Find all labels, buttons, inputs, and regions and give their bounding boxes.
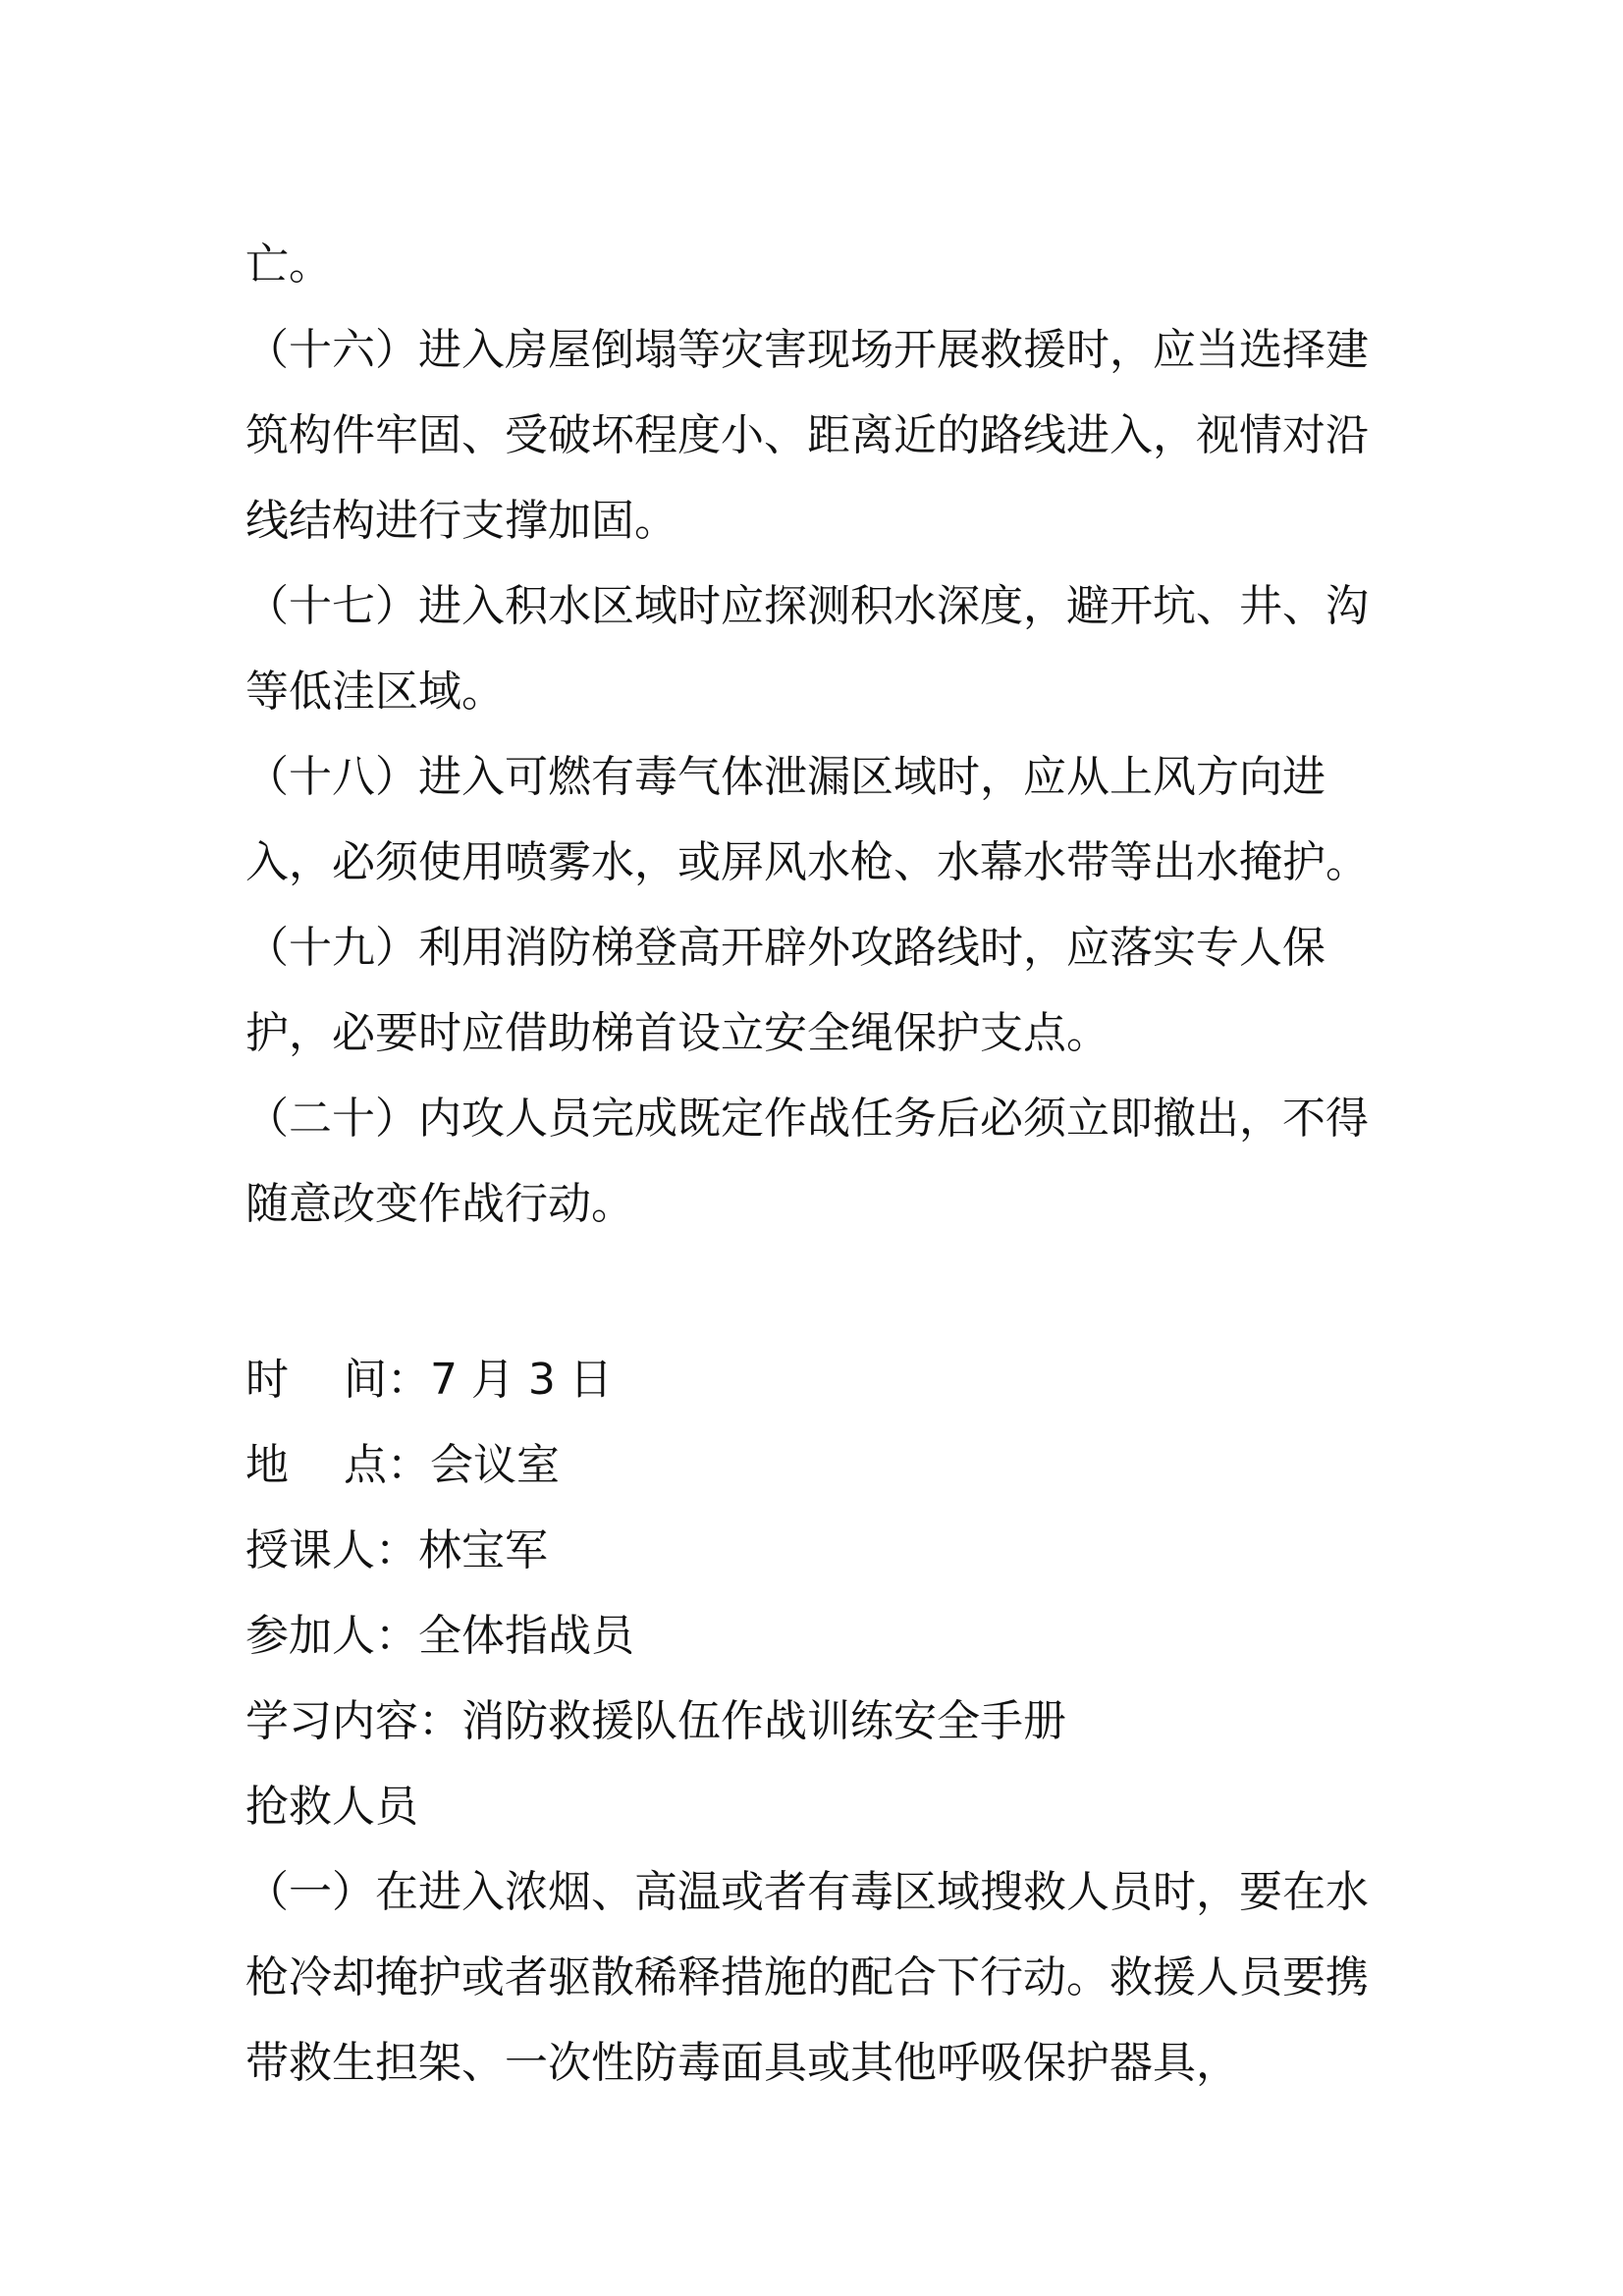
paragraph-item-20: （二十）内攻人员完成既定作战任务后必须立即撤出，不得随意改变作战行动。 [245, 1094, 1369, 1229]
meta-place-row [245, 1422, 1394, 1508]
paragraph-item-19: （十九）利用消防梯登高开辟外攻路线时，应落实专人保护，必要时应借助梯首设立安全绳保护支点。 [245, 923, 1325, 1058]
paragraph-continuation: 亡。 [245, 240, 332, 290]
meta-time-value: 7 月 3 日 [429, 1355, 613, 1405]
meta-lecturer-row [245, 1508, 1394, 1593]
meta-content-value: 消防救援队伍作战训练安全手册 [461, 1696, 1066, 1746]
meta-attendees-value: 全体指战员 [418, 1611, 634, 1661]
paragraph-item-18: （十八）进入可燃有毒气体泄漏区域时，应从上风方向进入，必须使用喷雾水，或屏风水枪、水幕水带等出水掩护。 [245, 752, 1369, 887]
meta-content-label: 学习内容： [245, 1696, 461, 1746]
meta-place-label: 地 点： [245, 1440, 430, 1490]
meta-attendees-row [245, 1593, 1394, 1679]
meeting-record-block [245, 1337, 1394, 2106]
section-title: 抢救人员 [245, 1782, 418, 1832]
meta-content-row [245, 1679, 1394, 1764]
meta-time-row [245, 1337, 1394, 1422]
top-text-block [245, 222, 1394, 1247]
paragraph-item-1: （一）在进入浓烟、高温或者有毒区域搜救人员时，要在水枪冷却掩护或者驱散稀释措施的配合下行动。救援人员要携带救生担架、一次性防毒面具或其他呼吸保护器具， [245, 1867, 1369, 2088]
meta-time-label: 时 间： [245, 1355, 430, 1405]
meta-place-value: 会议室 [429, 1440, 560, 1490]
meta-attendees-label: 参加人： [245, 1611, 418, 1661]
meta-lecturer-value: 林宝军 [418, 1525, 548, 1575]
paragraph-item-17: （十七）进入积水区域时应探测积水深度，避开坑、井、沟等低洼区域。 [245, 581, 1369, 717]
meta-lecturer-label: 授课人： [245, 1525, 418, 1575]
paragraph-item-16: （十六）进入房屋倒塌等灾害现场开展救援时，应当选择建筑构件牢固、受破坏程度小、距离近的路线进入，视情对沿线结构进行支撑加固。 [245, 325, 1369, 546]
